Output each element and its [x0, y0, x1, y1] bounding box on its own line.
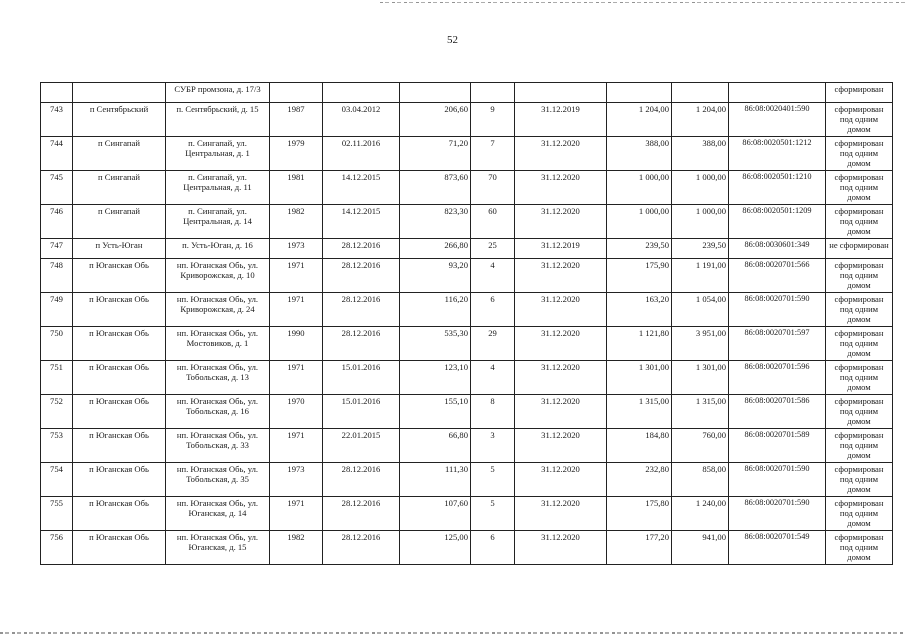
cell-deadline: 31.12.2020 [515, 531, 607, 565]
cell-status: сформирован под одним домом [826, 327, 893, 361]
cell-cadastre: 86:08:0030601:349 [729, 239, 826, 259]
cell-locality: п Юганская Обь [73, 531, 166, 565]
cell-total: 858,00 [672, 463, 729, 497]
cell-locality: п Юганская Обь [73, 293, 166, 327]
cell-deadline: 31.12.2020 [515, 205, 607, 239]
cell-num: 756 [41, 531, 73, 565]
cell-num: 754 [41, 463, 73, 497]
cell-locality: п Сентябрьский [73, 103, 166, 137]
cell-date: 28.12.2016 [323, 239, 400, 259]
cell-flats [471, 83, 515, 103]
cell-num: 751 [41, 361, 73, 395]
cell-status: сформирован под одним домом [826, 361, 893, 395]
cell-locality: п Сингапай [73, 205, 166, 239]
page-number: 52 [447, 34, 458, 46]
cell-date [323, 83, 400, 103]
cell-total: 388,00 [672, 137, 729, 171]
cell-area: 116,20 [400, 293, 471, 327]
cell-locality: п Сингапай [73, 137, 166, 171]
table-row [41, 327, 893, 361]
housing-registry-table [40, 82, 893, 565]
cell-area: 125,00 [400, 531, 471, 565]
cell-cost: 1 315,00 [607, 395, 672, 429]
cell-year: 1971 [270, 429, 323, 463]
cell-year: 1987 [270, 103, 323, 137]
table-row [41, 531, 893, 565]
cell-cadastre: 86:08:0020501:1212 [729, 137, 826, 171]
cell-cadastre: 86:08:0020701:589 [729, 429, 826, 463]
cell-flats: 9 [471, 103, 515, 137]
cell-num: 755 [41, 497, 73, 531]
cell-deadline: 31.12.2020 [515, 327, 607, 361]
cell-cadastre [729, 83, 826, 103]
cell-date: 02.11.2016 [323, 137, 400, 171]
cell-status: сформирован под одним домом [826, 293, 893, 327]
cell-area: 123,10 [400, 361, 471, 395]
cell-deadline: 31.12.2020 [515, 137, 607, 171]
cell-address: нп. Юганская Обь, ул. Криворожская, д. 24 [166, 293, 270, 327]
cell-status: сформирован под одним домом [826, 137, 893, 171]
cell-num: 744 [41, 137, 73, 171]
cell-deadline: 31.12.2019 [515, 239, 607, 259]
cell-area: 823,30 [400, 205, 471, 239]
cell-address: нп. Юганская Обь, ул. Юганская, д. 14 [166, 497, 270, 531]
cell-cadastre: 86:08:0020501:1210 [729, 171, 826, 205]
cell-year: 1973 [270, 463, 323, 497]
cell-cost [607, 83, 672, 103]
table-row [41, 259, 893, 293]
cell-status: сформирован под одним домом [826, 429, 893, 463]
cell-cadastre: 86:08:0020701:590 [729, 497, 826, 531]
cell-cost: 175,80 [607, 497, 672, 531]
cell-deadline: 31.12.2020 [515, 497, 607, 531]
table-row [41, 137, 893, 171]
cell-cadastre: 86:08:0020401:590 [729, 103, 826, 137]
cell-deadline: 31.12.2020 [515, 361, 607, 395]
cell-locality: п Юганская Обь [73, 395, 166, 429]
cell-status: сформирован под одним домом [826, 463, 893, 497]
cell-date: 15.01.2016 [323, 395, 400, 429]
cell-deadline: 31.12.2020 [515, 429, 607, 463]
cell-total: 1 054,00 [672, 293, 729, 327]
cell-address: нп. Юганская Обь, ул. Юганская, д. 15 [166, 531, 270, 565]
cell-total: 941,00 [672, 531, 729, 565]
cell-num: 749 [41, 293, 73, 327]
cell-num: 745 [41, 171, 73, 205]
cell-cost: 1 000,00 [607, 171, 672, 205]
cell-flats: 6 [471, 531, 515, 565]
cell-area: 107,60 [400, 497, 471, 531]
cell-cadastre: 86:08:0020701:597 [729, 327, 826, 361]
table-body [41, 83, 893, 565]
cell-date: 03.04.2012 [323, 103, 400, 137]
cell-area: 155,10 [400, 395, 471, 429]
cell-locality: п Сингапай [73, 171, 166, 205]
cell-num: 752 [41, 395, 73, 429]
cell-date: 14.12.2015 [323, 205, 400, 239]
cell-num: 753 [41, 429, 73, 463]
cell-date: 28.12.2016 [323, 497, 400, 531]
cell-cadastre: 86:08:0020701:590 [729, 463, 826, 497]
table-row [41, 395, 893, 429]
cell-flats: 5 [471, 497, 515, 531]
cell-year: 1982 [270, 531, 323, 565]
cell-flats: 29 [471, 327, 515, 361]
cell-flats: 70 [471, 171, 515, 205]
cell-address: п. Усть-Юган, д. 16 [166, 239, 270, 259]
cell-status: сформирован под одним домом [826, 171, 893, 205]
cell-flats: 25 [471, 239, 515, 259]
cell-address: нп. Юганская Обь, ул. Мостовиков, д. 1 [166, 327, 270, 361]
cell-num: 748 [41, 259, 73, 293]
cell-deadline: 31.12.2020 [515, 259, 607, 293]
cell-cost: 184,80 [607, 429, 672, 463]
cell-address: п. Сентябрьский, д. 15 [166, 103, 270, 137]
cell-total: 1 315,00 [672, 395, 729, 429]
cell-area: 93,20 [400, 259, 471, 293]
cell-cadastre: 86:08:0020701:586 [729, 395, 826, 429]
cell-flats: 4 [471, 361, 515, 395]
cell-address: нп. Юганская Обь, ул. Тобольская, д. 35 [166, 463, 270, 497]
cell-address: нп. Юганская Обь, ул. Тобольская, д. 33 [166, 429, 270, 463]
cell-address: нп. Юганская Обь, ул. Тобольская, д. 13 [166, 361, 270, 395]
cell-num: 743 [41, 103, 73, 137]
table-row [41, 497, 893, 531]
cell-address: СУБР промзона, д. 17/3 [166, 83, 270, 103]
cell-locality [73, 83, 166, 103]
cell-cadastre: 86:08:0020701:596 [729, 361, 826, 395]
cell-status: сформирован под одним домом [826, 259, 893, 293]
table-row [41, 361, 893, 395]
scan-artifact-bottom [0, 632, 905, 634]
table-row [41, 429, 893, 463]
cell-date: 28.12.2016 [323, 463, 400, 497]
cell-date: 28.12.2016 [323, 531, 400, 565]
cell-cost: 239,50 [607, 239, 672, 259]
cell-deadline: 31.12.2020 [515, 463, 607, 497]
table-row [41, 171, 893, 205]
cell-year: 1971 [270, 497, 323, 531]
cell-year: 1981 [270, 171, 323, 205]
cell-cost: 1 301,00 [607, 361, 672, 395]
cell-flats: 8 [471, 395, 515, 429]
cell-num: 750 [41, 327, 73, 361]
cell-total: 3 951,00 [672, 327, 729, 361]
cell-locality: п Юганская Обь [73, 327, 166, 361]
cell-date: 28.12.2016 [323, 259, 400, 293]
cell-area: 535,30 [400, 327, 471, 361]
cell-deadline [515, 83, 607, 103]
cell-year: 1970 [270, 395, 323, 429]
cell-year: 1971 [270, 293, 323, 327]
cell-status: сформирован под одним домом [826, 205, 893, 239]
cell-date: 14.12.2015 [323, 171, 400, 205]
cell-total: 239,50 [672, 239, 729, 259]
cell-address: п. Сингапай, ул. Центральная, д. 14 [166, 205, 270, 239]
cell-cost: 1 000,00 [607, 205, 672, 239]
cell-locality: п Юганская Обь [73, 361, 166, 395]
cell-deadline: 31.12.2020 [515, 171, 607, 205]
cell-date: 15.01.2016 [323, 361, 400, 395]
cell-date: 28.12.2016 [323, 293, 400, 327]
cell-locality: п Усть-Юган [73, 239, 166, 259]
cell-area: 111,30 [400, 463, 471, 497]
cell-date: 22.01.2015 [323, 429, 400, 463]
cell-cost: 388,00 [607, 137, 672, 171]
cell-cadastre: 86:08:0020701:549 [729, 531, 826, 565]
cell-cost: 1 204,00 [607, 103, 672, 137]
cell-status: не сформирован [826, 239, 893, 259]
cell-locality: п Юганская Обь [73, 259, 166, 293]
cell-flats: 6 [471, 293, 515, 327]
cell-locality: п Юганская Обь [73, 497, 166, 531]
cell-total: 1 000,00 [672, 205, 729, 239]
cell-status: сформирован под одним домом [826, 497, 893, 531]
cell-cadastre: 86:08:0020701:566 [729, 259, 826, 293]
scan-artifact-top [380, 2, 905, 3]
cell-cost: 175,90 [607, 259, 672, 293]
cell-area: 66,80 [400, 429, 471, 463]
cell-flats: 5 [471, 463, 515, 497]
cell-num: 746 [41, 205, 73, 239]
cell-status: сформирован под одним домом [826, 103, 893, 137]
cell-area: 206,60 [400, 103, 471, 137]
cell-num: 747 [41, 239, 73, 259]
cell-deadline: 31.12.2019 [515, 103, 607, 137]
cell-total: 1 191,00 [672, 259, 729, 293]
cell-date: 28.12.2016 [323, 327, 400, 361]
cell-total: 1 301,00 [672, 361, 729, 395]
cell-area: 266,80 [400, 239, 471, 259]
cell-deadline: 31.12.2020 [515, 293, 607, 327]
cell-flats: 7 [471, 137, 515, 171]
table-row [41, 293, 893, 327]
table-row [41, 463, 893, 497]
cell-total: 1 000,00 [672, 171, 729, 205]
cell-address: нп. Юганская Обь, ул. Тобольская, д. 16 [166, 395, 270, 429]
cell-cadastre: 86:08:0020501:1209 [729, 205, 826, 239]
cell-total: 1 204,00 [672, 103, 729, 137]
cell-locality: п Юганская Обь [73, 429, 166, 463]
cell-flats: 60 [471, 205, 515, 239]
table-row [41, 239, 893, 259]
cell-year: 1990 [270, 327, 323, 361]
cell-year [270, 83, 323, 103]
cell-num [41, 83, 73, 103]
table-row [41, 103, 893, 137]
cell-total [672, 83, 729, 103]
cell-cost: 232,80 [607, 463, 672, 497]
cell-cadastre: 86:08:0020701:590 [729, 293, 826, 327]
cell-area: 873,60 [400, 171, 471, 205]
cell-address: п. Сингапай, ул. Центральная, д. 1 [166, 137, 270, 171]
cell-year: 1971 [270, 259, 323, 293]
table-row [41, 205, 893, 239]
cell-status: сформирован [826, 83, 893, 103]
cell-year: 1971 [270, 361, 323, 395]
table-row-continued [41, 83, 893, 103]
cell-deadline: 31.12.2020 [515, 395, 607, 429]
cell-year: 1973 [270, 239, 323, 259]
cell-cost: 177,20 [607, 531, 672, 565]
cell-address: нп. Юганская Обь, ул. Криворожская, д. 10 [166, 259, 270, 293]
cell-locality: п Юганская Обь [73, 463, 166, 497]
cell-total: 760,00 [672, 429, 729, 463]
cell-area: 71,20 [400, 137, 471, 171]
cell-status: сформирован под одним домом [826, 531, 893, 565]
cell-cost: 163,20 [607, 293, 672, 327]
cell-total: 1 240,00 [672, 497, 729, 531]
cell-year: 1979 [270, 137, 323, 171]
cell-status: сформирован под одним домом [826, 395, 893, 429]
cell-flats: 4 [471, 259, 515, 293]
cell-year: 1982 [270, 205, 323, 239]
cell-area [400, 83, 471, 103]
cell-flats: 3 [471, 429, 515, 463]
cell-address: п. Сингапай, ул. Центральная, д. 11 [166, 171, 270, 205]
cell-cost: 1 121,80 [607, 327, 672, 361]
